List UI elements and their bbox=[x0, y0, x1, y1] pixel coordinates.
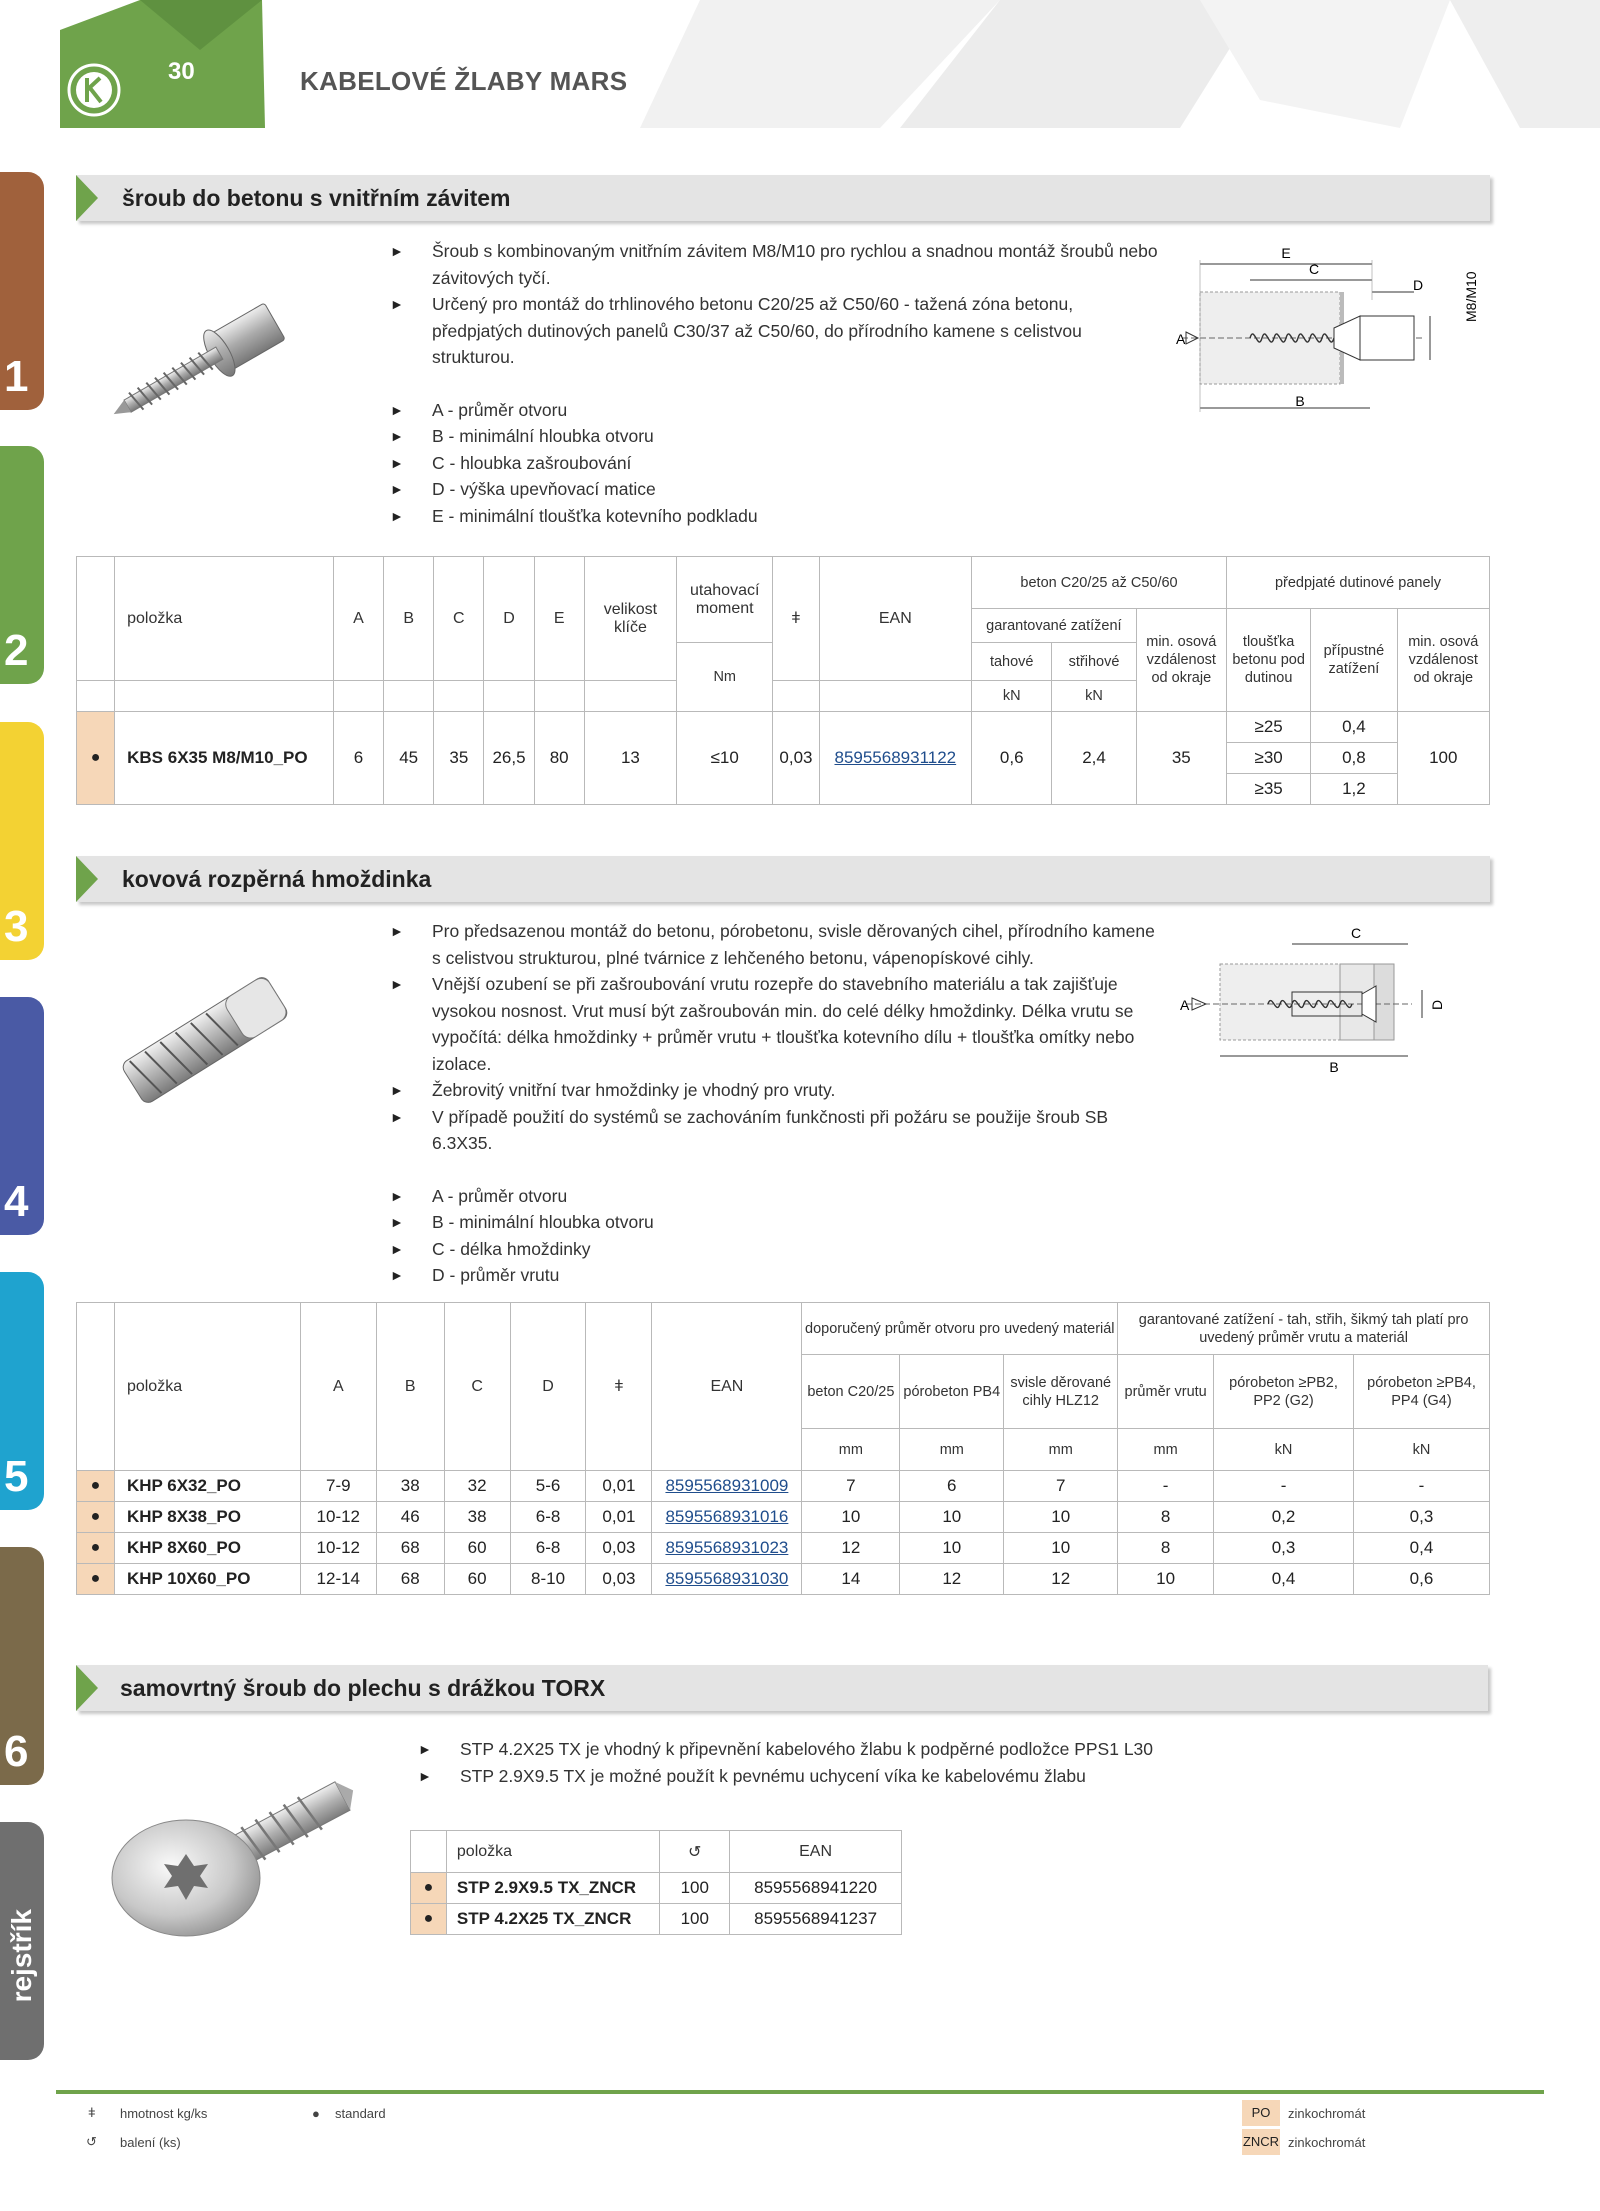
chapter-tab-5[interactable]: 5 bbox=[0, 1272, 44, 1510]
ean-link[interactable]: 8595568931016 bbox=[665, 1507, 789, 1526]
standard-dot: ● bbox=[77, 1502, 115, 1533]
expansion-anchor-photo bbox=[100, 960, 310, 1120]
unit-nm: Nm bbox=[677, 643, 773, 712]
diagram-label-thread: M8/M10 bbox=[1463, 271, 1479, 322]
legend-item: ► E - minimální tloušťka kotevního podkladu bbox=[390, 503, 1160, 530]
package-icon: ↺ bbox=[660, 1831, 730, 1873]
diagram-label-c: C bbox=[1308, 261, 1320, 277]
diagram-label-d: D bbox=[1412, 277, 1424, 293]
legend-item: ► B - minimální hloubka otvoru bbox=[390, 423, 1160, 450]
table-group-hole: doporučený průměr otvoru pro uvedený materiál bbox=[802, 1303, 1118, 1355]
table-header-dot bbox=[77, 1303, 115, 1471]
finish-code-po: PO bbox=[1242, 2100, 1280, 2126]
diagram-label-b: B bbox=[1329, 1059, 1339, 1075]
table-header-ean: EAN bbox=[819, 557, 972, 681]
legend-item: ► D - průměr vrutu bbox=[390, 1262, 1160, 1289]
item-code: KHP 6X32_PO bbox=[114, 1471, 300, 1502]
document-title: KABELOVÉ ŽLABY MARS bbox=[300, 66, 628, 96]
table-group-concrete: beton C20/25 až C50/60 bbox=[972, 557, 1227, 609]
standard-dot: ● bbox=[77, 1533, 115, 1564]
table-header-torque: utahovací moment bbox=[677, 557, 773, 643]
expansion-anchor-table: položka A B C D ǂ EAN doporučený průměr otvoru pro uvedený materiál garantované zatížení - tah, střih, šikmý tah platí pro uvedený průměr vrutu a materiál beton C20/25 pórobeton PB4 svisle děrované cihly HLZ12 průměr vrutu pórobeton ≥PB2, PP2 (G2) pórobeton ≥PB4, PP4 (G4) mm mm mm mm kN kN ● KHP 6X32_PO 7-9 38 32 5-6 0,01 8595568931009 7 6 7 - - - ● KHP 8X38_PO 10-12 46 38 6-8 0,01 8595568931016 10 10 10 8 0,2 0,3 ● KHP 8X60_PO 10-12 68 60 6-8 0,03 8595568931023 12 10 10 8 0,3 0,4 ● KHP 10X60_PO 12-14 68 60 8-10 0,03 8595568931030 14 12 12 10 0,4 0,6 bbox=[76, 1302, 1490, 1595]
table-row: ● KHP 8X38_PO 10-12 46 38 6-8 0,01 8595568931016 10 10 10 8 0,2 0,3 bbox=[77, 1502, 1490, 1533]
header-background bbox=[0, 0, 1600, 128]
table-row: ● STP 4.2X25 TX_ZNCR 100 8595568941237 bbox=[411, 1904, 902, 1935]
table-header-item: položka bbox=[114, 1303, 300, 1471]
finish-label-po: zinkochromát bbox=[1288, 2106, 1366, 2121]
table-group-guaranteed: garantované zatížení bbox=[972, 609, 1137, 643]
concrete-screw-dimension-diagram bbox=[1170, 240, 1490, 420]
expansion-anchor-description bbox=[390, 918, 1160, 1289]
description-bullet: ► Vnější ozubení se při zašroubování vrutu rozepře do stavebního materiálu a tak zajišťuje vysokou nosnost. Vrut musí být zašroubován min. do celé délky hmoždinky. Délka vrutu se vypočítá: délka hmoždinky + průměr vrutu + tloušťka kotevního dílu + tloušťka omítky nebo izolace. bbox=[390, 971, 1160, 1077]
ean-value: 8595568941237 bbox=[730, 1904, 902, 1935]
legend-item: ► C - hloubka zašroubování bbox=[390, 450, 1160, 477]
table-header-allowed-load: přípustné zatížení bbox=[1311, 609, 1397, 712]
chapter-tab-3[interactable]: 3 bbox=[0, 722, 44, 960]
section-arrow-icon bbox=[76, 175, 98, 221]
description-bullet: ► Pro předsazenou montáž do betonu, pórobetonu, svisle děrovaných cihel, přírodního kamene s celistvou strukturou, plné tvárnice z lehčeného betonu, vápenopískové cihly. bbox=[390, 918, 1160, 971]
chapter-tab-4[interactable]: 4 bbox=[0, 997, 44, 1235]
ean-value: 8595568941220 bbox=[730, 1873, 902, 1904]
section-heading-expansion-anchor: kovová rozpěrná hmoždinka bbox=[76, 856, 1490, 902]
section-heading-torx-screw: samovrtný šroub do plechu s drážkou TORX bbox=[76, 1665, 1488, 1711]
description-bullet: ► STP 4.2X25 TX je vhodný k připevnění kabelového žlabu k podpěrné podložce PPS1 L30 bbox=[418, 1736, 1458, 1763]
chapter-tab-2[interactable]: 2 bbox=[0, 446, 44, 684]
weight-icon: ǂ bbox=[586, 1303, 652, 1471]
weight-icon: ǂ bbox=[773, 557, 819, 681]
ean-link[interactable]: 8595568931122 bbox=[834, 748, 957, 767]
weight-icon: ǂ bbox=[88, 2105, 96, 2120]
description-bullet: ► Žebrovitý vnitřní tvar hmoždinky je vhodný pro vruty. bbox=[390, 1077, 1160, 1104]
diagram-label-a: A bbox=[1180, 997, 1190, 1013]
chapter-tab-1[interactable]: 1 bbox=[0, 172, 44, 410]
concrete-screw-description bbox=[390, 238, 1160, 529]
table-header-dot bbox=[77, 557, 115, 681]
diagram-label-c: C bbox=[1350, 925, 1362, 941]
table-header-min-distance: min. osová vzdálenost od okraje bbox=[1136, 609, 1226, 712]
table-header-shear: střihové bbox=[1052, 643, 1136, 681]
legend-item: ► A - průměr otvoru bbox=[390, 1183, 1160, 1210]
chapter-tab-6[interactable]: 6 bbox=[0, 1547, 44, 1785]
diagram-label-b: B bbox=[1295, 393, 1305, 409]
item-code: KBS 6X35 M8/M10_PO bbox=[115, 712, 334, 805]
item-code: KHP 10X60_PO bbox=[114, 1564, 300, 1595]
table-group-load: garantované zatížení - tah, střih, šikmý tah platí pro uvedený průměr vrutu a materiál bbox=[1118, 1303, 1490, 1355]
table-row: ● KBS 6X35 M8/M10_PO 6 45 35 26,5 80 13 ≤10 0,03 8595568931122 0,6 2,4 35 ≥25 0,4 100 bbox=[77, 712, 1490, 743]
item-code: STP 4.2X25 TX_ZNCR bbox=[446, 1904, 659, 1935]
diagram-label-e: E bbox=[1281, 245, 1291, 261]
section-arrow-icon bbox=[76, 1665, 98, 1711]
torx-screw-photo bbox=[104, 1750, 364, 1950]
legend-item: ► A - průměr otvoru bbox=[390, 397, 1160, 424]
torx-screw-table bbox=[410, 1830, 902, 1935]
table-row: ● STP 2.9X9.5 TX_ZNCR 100 8595568941220 bbox=[411, 1873, 902, 1904]
section-heading-concrete-screw: šroub do betonu s vnitřním závitem bbox=[76, 175, 1490, 221]
expansion-anchor-dimension-diagram bbox=[1172, 920, 1492, 1080]
standard-dot: ● bbox=[411, 1904, 447, 1935]
package-icon: ↺ bbox=[86, 2134, 97, 2149]
table-header-item: položka bbox=[446, 1831, 659, 1873]
footer-divider bbox=[56, 2090, 1544, 2094]
legend-item: ► C - délka hmoždinky bbox=[390, 1236, 1160, 1263]
table-group-panels: předpjaté dutinové panely bbox=[1226, 557, 1489, 609]
table-header-ean: EAN bbox=[652, 1303, 802, 1471]
standard-dot: ● bbox=[77, 1471, 115, 1502]
standard-dot: ● bbox=[411, 1873, 447, 1904]
page-number: 30 bbox=[168, 58, 195, 85]
item-code: STP 2.9X9.5 TX_ZNCR bbox=[446, 1873, 659, 1904]
table-header-thickness: tloušťka betonu pod dutinou bbox=[1226, 609, 1310, 712]
standard-dot: ● bbox=[77, 1564, 115, 1595]
table-header-dot bbox=[411, 1831, 447, 1873]
legend-item: ► D - výška upevňovací matice bbox=[390, 476, 1160, 503]
table-header-min-distance-2: min. osová vzdálenost od okraje bbox=[1397, 609, 1489, 712]
diagram-label-d: D bbox=[1429, 999, 1445, 1010]
table-header-tension: tahové bbox=[972, 643, 1052, 681]
description-bullet: ► STP 2.9X9.5 TX je možné použít k pevnému uchycení víka ke kabelovému žlabu bbox=[418, 1763, 1458, 1790]
legend-item: ► B - minimální hloubka otvoru bbox=[390, 1209, 1160, 1236]
table-row: ● KHP 10X60_PO 12-14 68 60 8-10 0,03 8595568931030 14 12 12 10 0,4 0,6 bbox=[77, 1564, 1490, 1595]
ean-link[interactable]: 8595568931023 bbox=[665, 1538, 789, 1557]
standard-dot-icon: ● bbox=[312, 2106, 320, 2121]
diagram-label-a: A bbox=[1176, 331, 1186, 347]
table-row: ● KHP 6X32_PO 7-9 38 32 5-6 0,01 8595568931009 7 6 7 - - - bbox=[77, 1471, 1490, 1502]
table-row: ● KHP 8X60_PO 10-12 68 60 6-8 0,03 8595568931023 12 10 10 8 0,3 0,4 bbox=[77, 1533, 1490, 1564]
ean-link[interactable]: 8595568931009 bbox=[665, 1476, 789, 1495]
table-header-key-size: velikost klíče bbox=[584, 557, 676, 681]
finish-code-zncr: ZNCR bbox=[1242, 2129, 1280, 2155]
concrete-screw-table: položka A B C D E velikost klíče utahovací moment ǂ EAN beton C20/25 až C50/60 předpjaté dutinové panely garantované zatížení min. osová vzdálenost od okraje tloušťka betonu pod dutinou přípustné zatížení min. osová vzdálenost od okraje Nm tahové střihové kN kN ● KBS 6X35 M8/M10_PO 6 45 35 26,5 80 13 ≤10 0,03 8595568931122 0,6 2,4 35 ≥25 0,4 100 ≥30 0,8 ≥35 1,2 bbox=[76, 556, 1490, 805]
torx-screw-description bbox=[418, 1736, 1458, 1789]
finish-label-zncr: zinkochromát bbox=[1288, 2135, 1366, 2150]
concrete-screw-photo bbox=[96, 282, 316, 442]
table-header-item: položka bbox=[115, 557, 334, 681]
index-tab[interactable]: rejstřík bbox=[0, 1822, 44, 2060]
ean-link[interactable]: 8595568931030 bbox=[665, 1569, 789, 1588]
footer-pack-label: balení (ks) bbox=[120, 2135, 181, 2150]
table-header-ean: EAN bbox=[730, 1831, 902, 1873]
section-arrow-icon bbox=[76, 856, 98, 902]
item-code: KHP 8X60_PO bbox=[114, 1533, 300, 1564]
description-bullet: ► V případě použití do systémů se zachováním funkčnosti při požáru se použije šroub SB 6.3X35. bbox=[390, 1104, 1160, 1157]
item-code: KHP 8X38_PO bbox=[114, 1502, 300, 1533]
standard-dot: ● bbox=[77, 712, 115, 805]
description-bullet: ► Šroub s kombinovaným vnitřním závitem M8/M10 pro rychlou a snadnou montáž šroubů nebo závitových tyčí. bbox=[390, 238, 1160, 291]
footer-weight-label: hmotnost kg/ks bbox=[120, 2106, 208, 2121]
footer-standard-label: standard bbox=[335, 2106, 386, 2121]
description-bullet: ► Určený pro montáž do trhlinového betonu C20/25 až C50/60 - tažená zóna betonu, předpjatých dutinových panelů C30/37 až C50/60, do přírodního kamene s celistvou strukturou. bbox=[390, 291, 1160, 371]
company-logo bbox=[66, 62, 122, 118]
